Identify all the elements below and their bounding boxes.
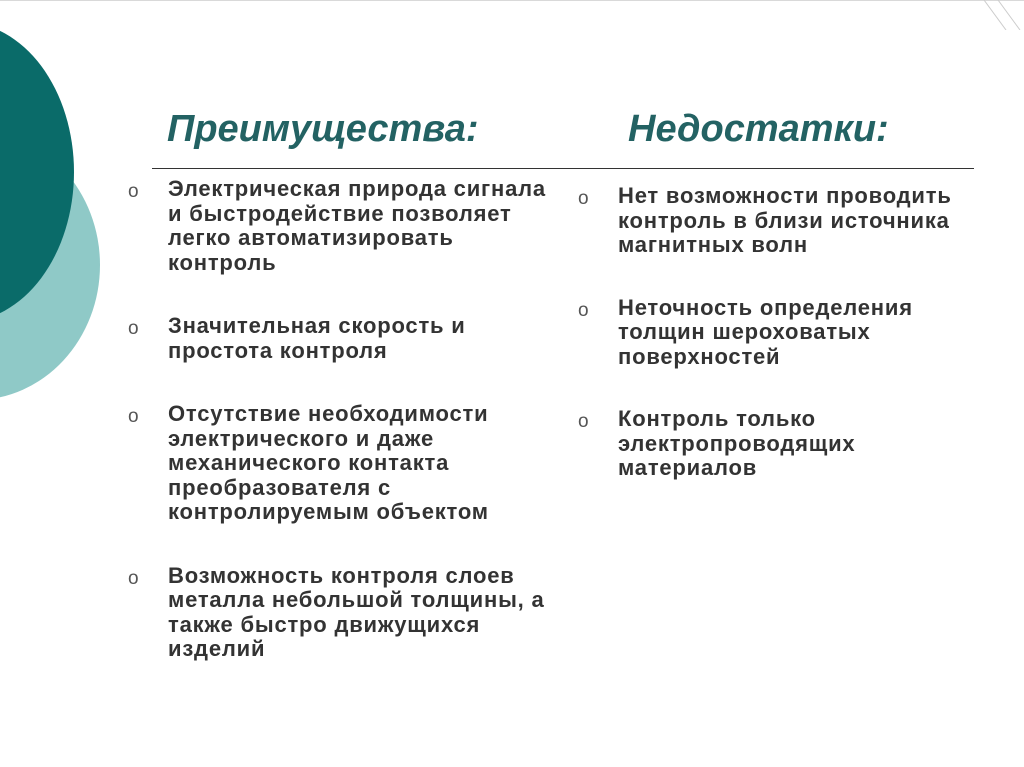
list-item [128,177,548,275]
advantage-text: Возможность контроля слоев металла небольшой толщины, а также быстро движущихся изделий [168,562,545,661]
advantage-text: Значительная скорость и простота контроля [168,313,466,363]
list-item [578,296,978,370]
disadvantage-text: Неточность определения толщин шероховатых поверхностей [618,294,913,369]
bullet-marker: o [578,188,589,209]
disadvantage-text: Контроль только электропроводящих материалов [618,406,856,480]
list-item [128,314,548,363]
bullet-marker: o [578,411,589,432]
advantages-heading: Преимущества: [167,108,479,150]
corner-frame-lines [980,0,1024,30]
top-border-line [0,0,1024,1]
list-item [578,184,978,258]
disadvantage-text: Нет возможности проводить контроль в близи источника магнитных волн [618,183,952,257]
disadvantages-heading: Недостатки: [628,108,889,150]
bullet-marker: o [128,567,139,589]
bullet-marker: o [128,181,139,202]
disadvantages-list [578,184,978,519]
list-item [578,407,978,481]
advantage-text: Электрическая природа сигнала и быстродействие позволяет легко автоматизировать контроль [168,176,546,275]
bullet-marker: o [128,406,139,427]
bullet-marker: o [128,318,139,339]
bullet-marker: o [578,299,589,321]
list-item [128,564,548,662]
heading-divider [152,168,974,169]
list-item [128,402,548,525]
advantage-text: Отсутствие необходимости электрического и даже механического контакта преобразователя с контролируемым объектом [168,401,489,524]
advantages-list [128,177,548,701]
